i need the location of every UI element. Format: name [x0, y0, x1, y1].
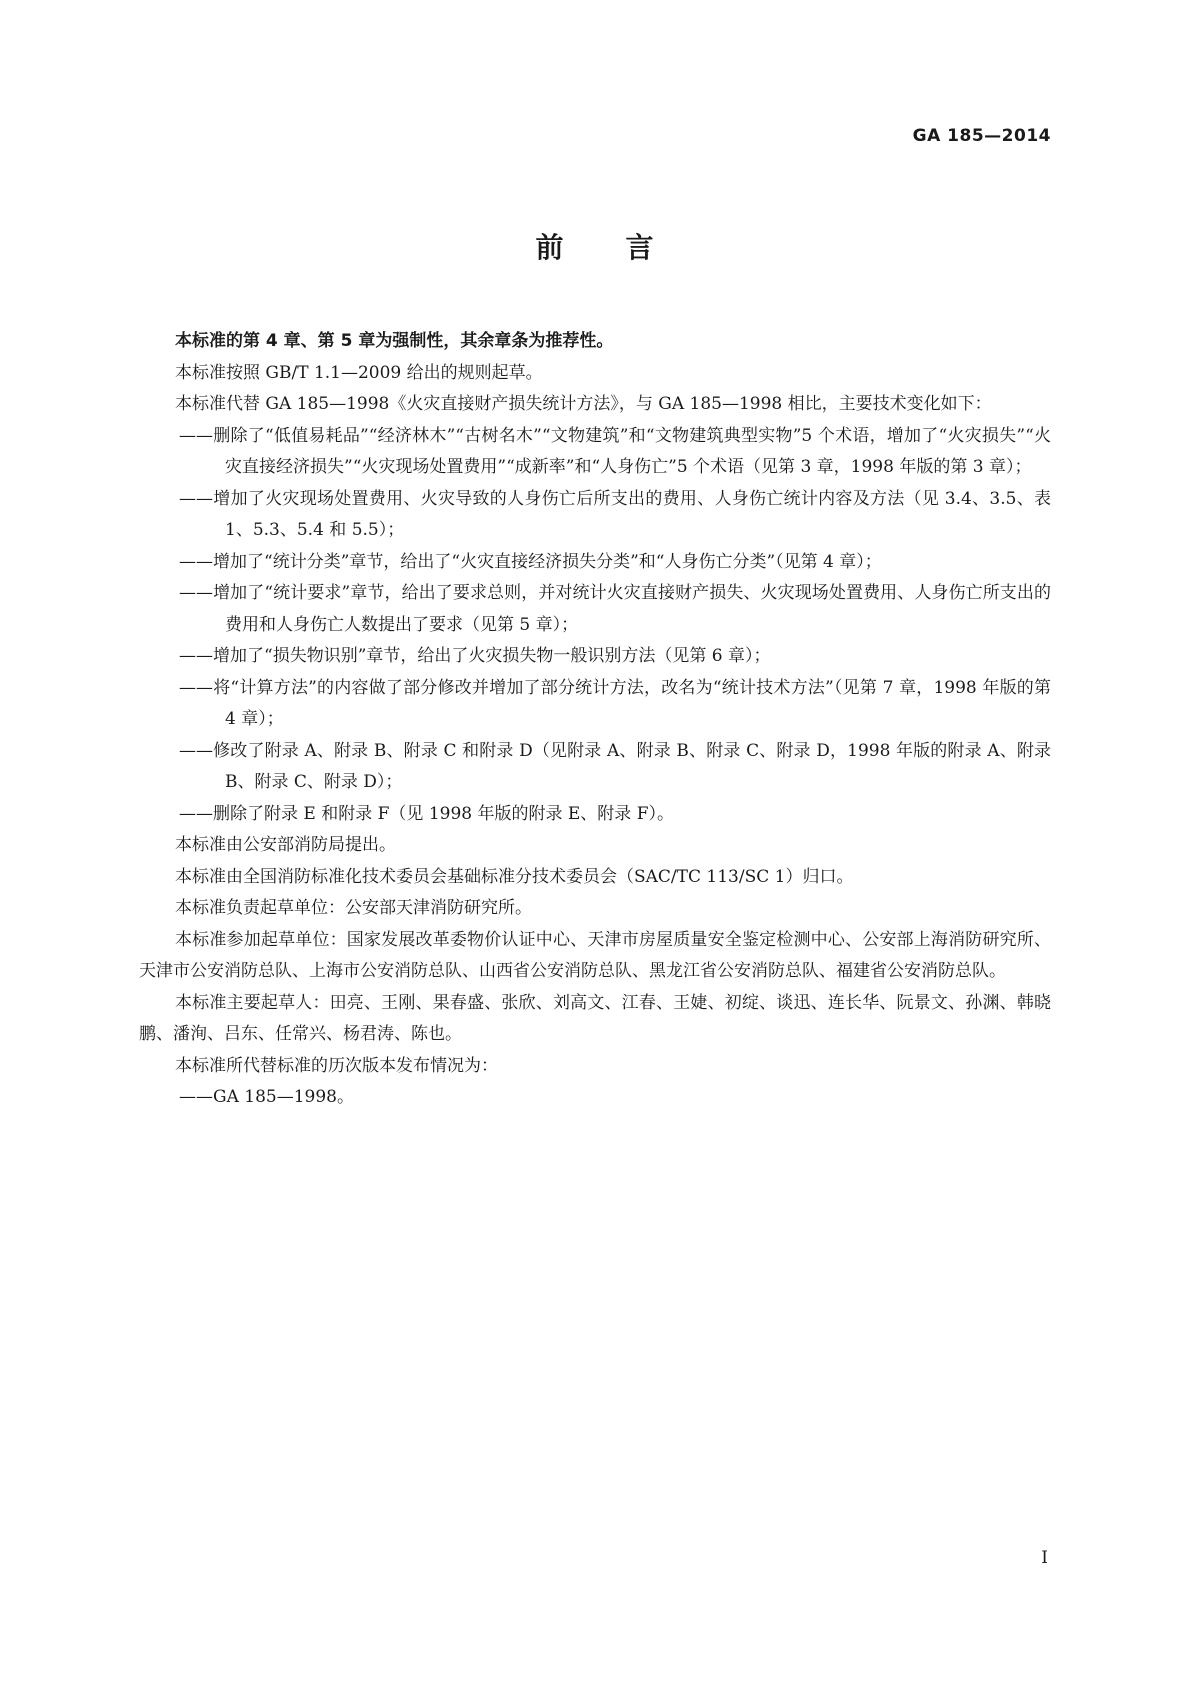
change-item: ——删除了“低值易耗品”“经济林木”“古树名木”“文物建筑”和“文物建筑典型实物”5 个术语，增加了“火灾损失”“火灾直接经济损失”“火灾现场处置费用”“成新率”和“人身伤亡”5 个术语（见第 3 章，1998 年版的第 3 章）； [179, 425, 1051, 477]
history-statement: 本标准所代替标准的历次版本发布情况为： [175, 1055, 498, 1076]
change-item: ——将“计算方法”的内容做了部分修改并增加了部分统计方法，改名为“统计技术方法”（见第 7 章，1998 年版的第 4 章）； [179, 677, 1051, 729]
standard-code: GA 185—2014 [912, 126, 1051, 146]
change-item: ——增加了火灾现场处置费用、火灾导致的人身伤亡后所支出的费用、人身伤亡统计内容及方法（见 3.4、3.5、表 1、5.3、5.4 和 5.5）； [179, 488, 1051, 540]
lead-drafter-statement: 本标准负责起草单位：公安部天津消防研究所。 [175, 898, 532, 918]
change-item: ——修改了附录 A、附录 B、附录 C 和附录 D（见附录 A、附录 B、附录 C、附录 D，1998 年版的附录 A、附录 B、附录 C、附录 D）； [179, 740, 1051, 792]
replacement-statement: 本标准代替 GA 185—1998《火灾直接财产损失统计方法》，与 GA 185—1998 相比，主要技术变化如下： [175, 394, 992, 414]
history-item: ——GA 185—1998。 [179, 1087, 354, 1107]
mandatory-statement: 本标准的第 4 章、第 5 章为强制性，其余章条为推荐性。 [175, 331, 614, 351]
change-item: ——增加了“统计分类”章节，给出了“火灾直接经济损失分类”和“人身伤亡分类”（见第 4 章）； [179, 551, 882, 572]
page-title: 前 言 [535, 231, 656, 264]
committee-statement: 本标准由全国消防标准化技术委员会基础标准分技术委员会（SAC/TC 113/SC 1）归口。 [175, 866, 854, 887]
proposer-statement: 本标准由公安部消防局提出。 [175, 835, 396, 855]
main-drafters-statement: 本标准主要起草人：田亮、王刚、果春盛、张欣、刘高文、江春、王婕、初绽、谈迅、连长华、阮景文、孙渊、韩晓鹏、潘洵、吕东、任常兴、杨君涛、陈也。 [139, 992, 1051, 1044]
participating-drafters-statement: 本标准参加起草单位：国家发展改革委物价认证中心、天津市房屋质量安全鉴定检测中心、公安部上海消防研究所、天津市公安消防总队、上海市公安消防总队、山西省公安消防总队、黑龙江省公安消防总队、福建省公安消防总队。 [139, 929, 1051, 981]
change-item: ——增加了“损失物识别”章节，给出了火灾损失物一般识别方法（见第 6 章）； [179, 646, 771, 666]
page-number: I [1041, 1548, 1048, 1568]
change-item: ——删除了附录 E 和附录 F（见 1998 年版的附录 E、附录 F）。 [179, 803, 674, 824]
changes-list [139, 421, 1051, 831]
drafting-rules: 本标准按照 GB/T 1.1—2009 给出的规则起草。 [175, 362, 543, 383]
change-item: ——增加了“统计要求”章节，给出了要求总则，并对统计火灾直接财产损失、火灾现场处置费用、人身伤亡所支出的费用和人身伤亡人数提出了要求（见第 5 章）； [179, 583, 1051, 635]
foreword-body [139, 326, 1051, 1114]
